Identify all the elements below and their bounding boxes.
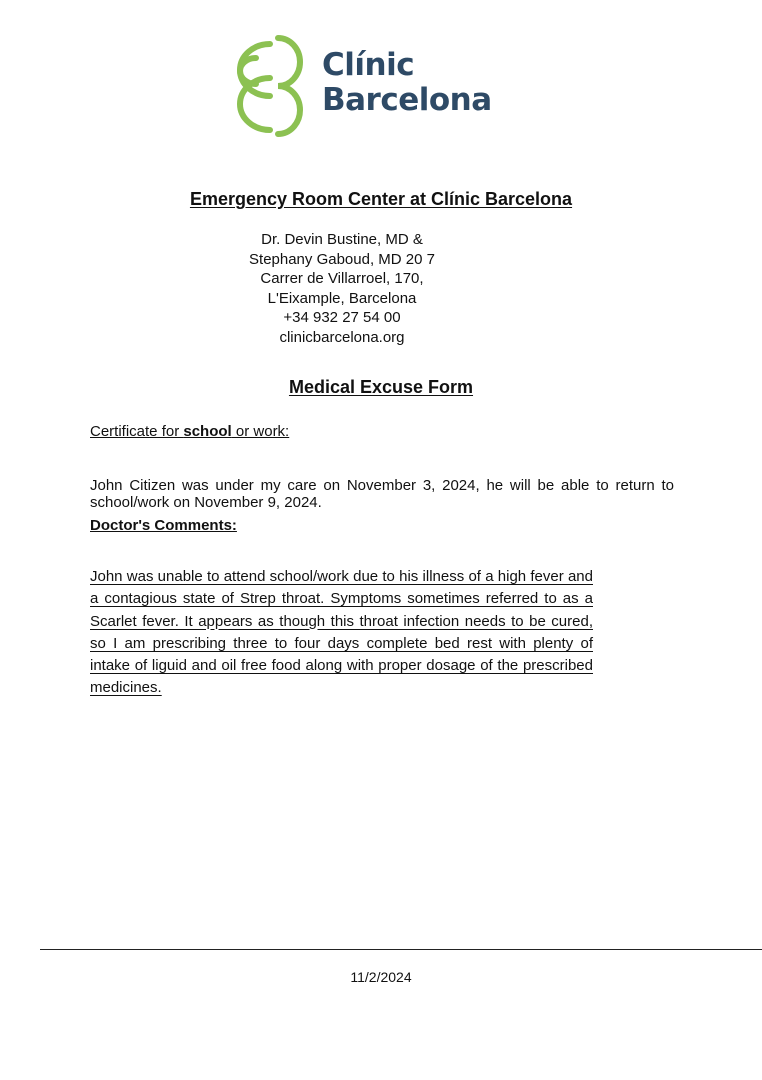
care-statement: John Citizen was under my care on November 3, 2024, he will be able to return to school/work on November 9, 2024. (90, 477, 674, 511)
logo-wordmark (322, 48, 492, 118)
certificate-suffix: or work: (231, 423, 290, 440)
address-line: Carrer de Villarroel, 170, (260, 270, 424, 287)
comments-heading: Doctor's Comments: (90, 517, 237, 534)
certificate-prefix: Certificate for (90, 423, 184, 440)
document-title: Emergency Room Center at Clínic Barcelona (189, 189, 573, 209)
logo-name-line1: Clínic (322, 47, 415, 83)
address-line: L'Eixample, Barcelona (267, 289, 417, 307)
footer-date: 11/2/2024 (350, 969, 412, 985)
address-line: Stephany Gaboud, MD 20 7 (249, 250, 435, 268)
certificate-school: school (183, 423, 232, 440)
logo-name-line2: Barcelona (322, 82, 492, 118)
doctor-comments: John was unable to attend school/work due to his illness of a high fever and a contagious state of Strep throat. Symptoms sometimes referred to as a Scarlet fever. It appears as though this throat infection needs to be cured, so I am prescribing three to four days complete bed rest with plenty of intake of liguid and oil free food along with proper dosage of the prescribed medicines. (90, 568, 593, 697)
address-website: clinicbarcelona.org (279, 328, 405, 346)
clinic-barcelona-logo (230, 34, 510, 140)
address-phone: +34 932 27 54 00 (283, 309, 401, 326)
footer-divider (40, 949, 762, 950)
address-block (212, 230, 472, 347)
form-title: Medical Excuse Form (288, 377, 474, 397)
certificate-line (90, 423, 289, 440)
clinic-barcelona-logo-mark (230, 34, 310, 140)
address-line: Dr. Devin Bustine, MD & (261, 231, 423, 248)
